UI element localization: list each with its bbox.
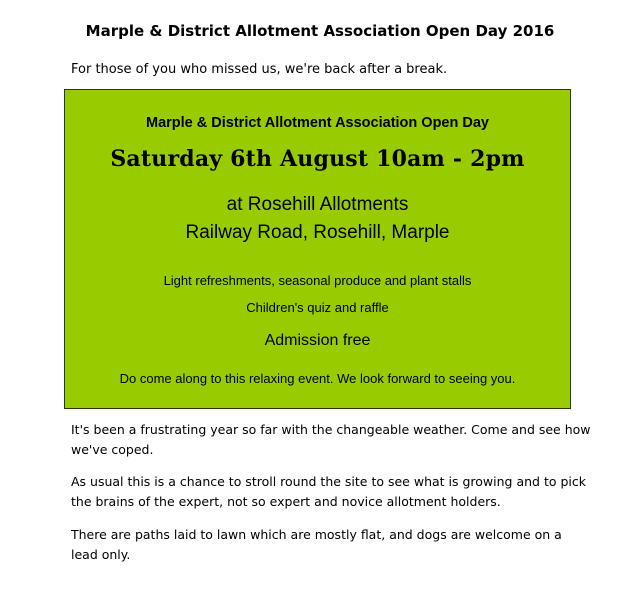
refreshments-text: Light refreshments, seasonal produce and plant stalls: [163, 273, 472, 288]
paragraph-stroll: As usual this is a chance to stroll round the site to see what is growing and to pick the brains of the expert, not so expert and novice allotment holders.: [71, 474, 586, 509]
document-title: Marple & District Allotment Association Open Day 2016: [85, 22, 555, 40]
event-date-time: Saturday 6th August 10am - 2pm: [110, 146, 525, 172]
venue-address: Railway Road, Rosehill, Marple: [185, 222, 450, 243]
flyer-title: Marple & District Allotment Association Open Day: [146, 115, 489, 131]
event-flyer: [64, 89, 571, 409]
paragraph-weather: It's been a frustrating year so far with the changeable weather. Come and see how we've coped.: [71, 422, 591, 457]
paragraph-paths: There are paths laid to lawn which are mostly flat, and dogs are welcome on a lead only.: [71, 527, 562, 562]
activities-text: Children's quiz and raffle: [246, 300, 389, 315]
invitation-text: Do come along to this relaxing event. We look forward to seeing you.: [119, 371, 516, 386]
intro-text: For those of you who missed us, we're back after a break.: [71, 62, 448, 77]
admission-text: Admission free: [264, 332, 371, 349]
venue-name: at Rosehill Allotments: [226, 194, 409, 215]
